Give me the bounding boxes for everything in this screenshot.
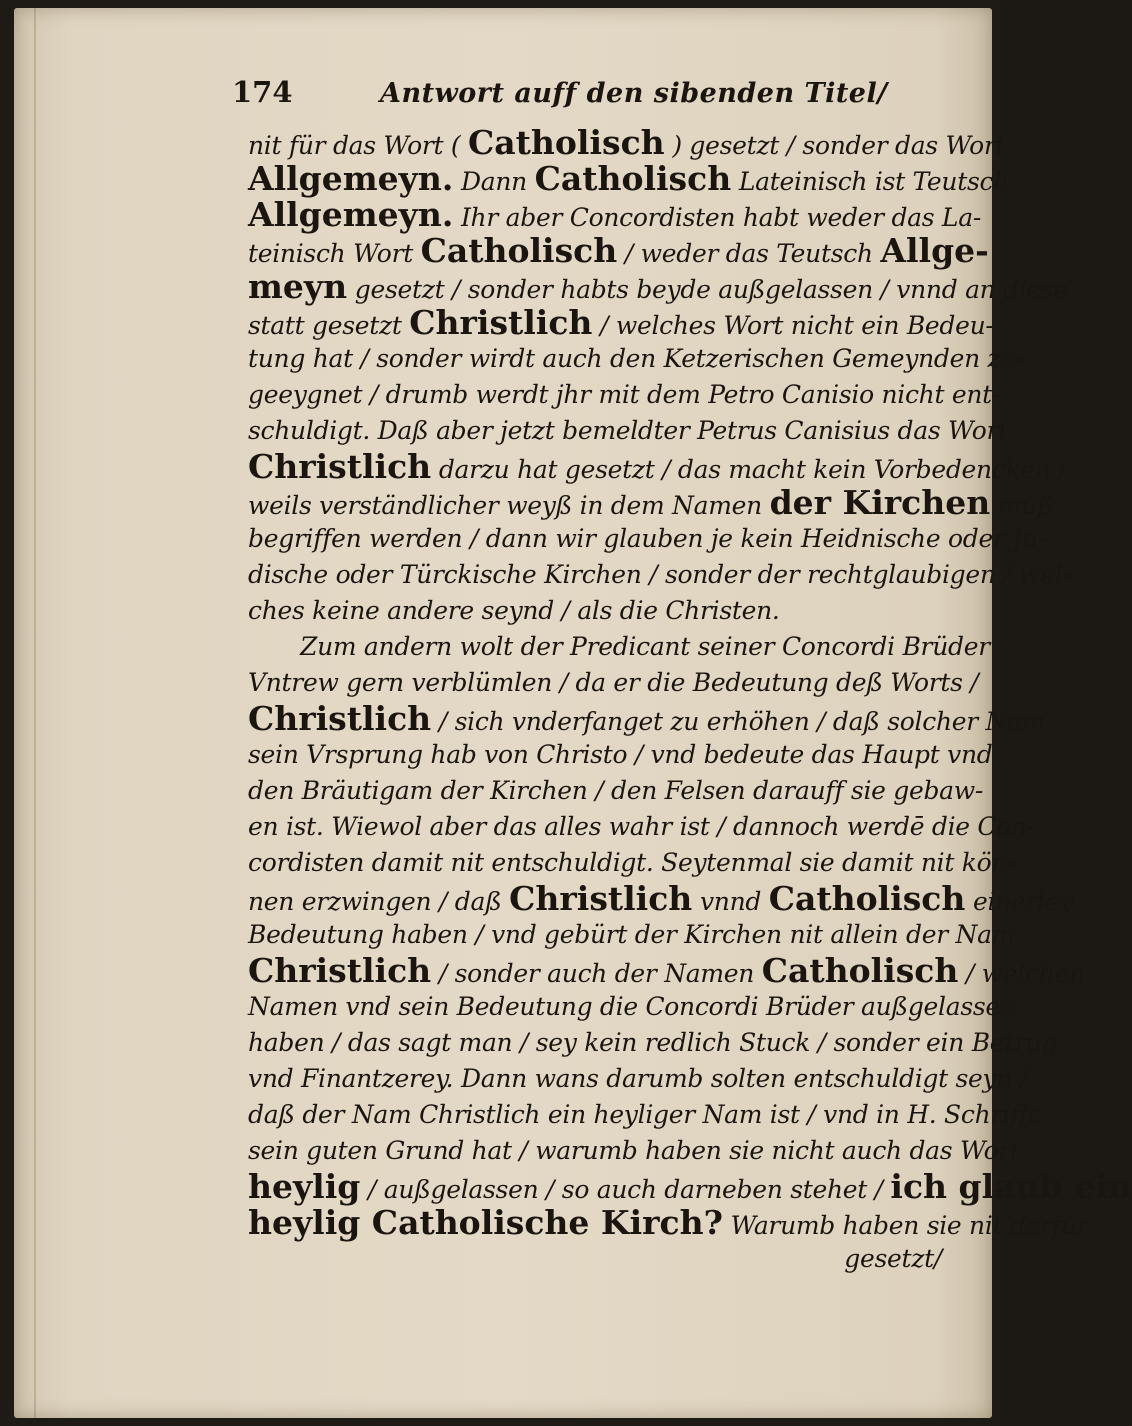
text-run: sein Vrsprung hab von Christo / vnd bedeute das Haupt vnd: [248, 740, 993, 769]
text-run: schuldigt. Daß aber jetzt bemeldter Petrus Canisius das Wort: [248, 416, 1008, 445]
emphasized-word: heylig: [248, 1167, 361, 1206]
page-header: [232, 75, 948, 125]
text-line: [248, 557, 1071, 593]
emphasized-word: Allgemeyn.: [248, 159, 454, 198]
text-line: [248, 1203, 1089, 1242]
text-line: [248, 159, 1010, 198]
text-run: cordisten damit nit entschuldigt. Seytenmal sie damit nit kön-: [248, 848, 1016, 877]
text-run: haben / das sagt man / sey kein redlich Stuck / sonder ein Betrug: [248, 1028, 1058, 1057]
text-run: einerley: [965, 887, 1074, 916]
text-run: en ist. Wiewol aber das alles wahr ist / dannoch werdē die Con-: [248, 812, 1035, 841]
emphasized-word: Catholisch: [468, 123, 665, 162]
text-line: [248, 231, 989, 270]
text-run: Warumb haben sie nit darfür: [722, 1211, 1089, 1240]
text-line: [248, 699, 1046, 738]
emphasized-word: Catholisch: [420, 231, 618, 270]
text-run: sein guten Grund hat / warumb haben sie nicht auch das Wort: [248, 1136, 1020, 1165]
text-run: ches keine andere seynd / als die Christen.: [248, 596, 780, 625]
text-run: / sich vnderfanget zu erhöhen / daß solcher Nam: [431, 707, 1046, 736]
emphasized-word: Christlich: [248, 447, 432, 486]
emphasized-word: Catholisch: [761, 951, 959, 990]
emphasized-word: Catholisch: [534, 159, 732, 198]
text-run: vnd Finantzerey. Dann wans darumb solten entschuldigt seyn /: [248, 1064, 1028, 1093]
text-run: daß der Nam Christlich ein heyliger Nam ist / vnd in H. Schriffe: [248, 1100, 1043, 1129]
text-run: statt gesetzt: [248, 311, 410, 340]
emphasized-word: Allgemeyn.: [248, 195, 454, 234]
emphasized-word: ich glaub ein: [890, 1167, 1132, 1206]
text-run: / außgelassen / so auch darneben stehet /: [360, 1175, 891, 1204]
text-run: Ihr aber Concordisten habt weder das La-: [453, 203, 981, 232]
text-run: vnnd: [692, 887, 769, 916]
text-run: teinisch Wort: [248, 239, 421, 268]
text-run: muß: [990, 491, 1054, 520]
body-text: [248, 123, 1132, 1242]
text-line: [248, 377, 1001, 413]
text-line: [248, 341, 1025, 377]
text-line: [248, 917, 1016, 953]
text-run: / sonder auch der Namen: [431, 959, 762, 988]
text-line: [248, 1061, 1028, 1097]
emphasized-word: meyn: [248, 267, 348, 306]
text-line: [248, 483, 1054, 522]
text-line: [248, 447, 1067, 486]
text-line: [248, 1097, 1043, 1133]
text-run: nit für das Wort (: [248, 131, 469, 160]
text-line: [248, 989, 1016, 1025]
text-run: weils verständlicher weyß in dem Namen: [248, 491, 770, 520]
emphasized-word: Christlich: [248, 951, 432, 990]
text-run: geeygnet / drumb werdt jhr mit dem Petro Canisio nicht ent-: [248, 380, 1001, 409]
text-run: ) gesetzt / sonder das Wort: [664, 131, 1006, 160]
emphasized-word: Allge-: [880, 231, 989, 270]
emphasized-word: der Kirchen: [769, 483, 991, 522]
catchword: gesetzt/: [844, 1244, 942, 1273]
text-run: nen erzwingen / daß: [248, 887, 510, 916]
text-line: [248, 951, 1085, 990]
text-run: Namen vnd sein Bedeutung die Concordi Brüder außgelassen: [248, 992, 1016, 1021]
text-run: gesetzt / sonder habts beyde außgelassen / vnnd an diese: [347, 275, 1069, 304]
text-line: [248, 809, 1035, 845]
text-line: [248, 1025, 1058, 1061]
text-run: Bedeutung haben / vnd gebürt der Kirchen nit allein der Nam: [248, 920, 1016, 949]
text-line: [248, 1133, 1020, 1169]
emphasized-word: Christlich: [248, 699, 432, 738]
text-line: [248, 123, 1006, 162]
text-run: tung hat / sonder wirdt auch den Ketzerischen Gemeynden zu-: [248, 344, 1025, 373]
emphasized-word: Christlich: [409, 303, 593, 342]
text-run: Lateinisch ist Teutsch: [731, 167, 1010, 196]
text-line: [248, 267, 1069, 306]
text-run: Dann: [453, 167, 535, 196]
text-line: [248, 593, 948, 629]
text-run: den Bräutigam der Kirchen / den Felsen darauff sie gebaw-: [248, 776, 984, 805]
emphasized-word: heylig Catholische Kirch?: [248, 1203, 723, 1242]
text-run: Vntrew gern verblümlen / da er die Bedeutung deß Worts /: [248, 668, 979, 697]
text-run: / welches Wort nicht ein Bedeu-: [592, 311, 994, 340]
text-line: [248, 845, 1016, 881]
text-line: [248, 737, 993, 773]
text-line: [248, 303, 994, 342]
text-line: [248, 879, 1074, 918]
text-run: darzu hat gesetzt / das macht kein Vorbedencken /: [431, 455, 1067, 484]
text-line: [248, 521, 1046, 557]
running-title: Antwort auff den sibenden Titel/: [380, 78, 888, 109]
emphasized-word: Catholisch: [768, 879, 966, 918]
text-run: Zum andern wolt der Predicant seiner Concordi Brüder: [300, 632, 990, 661]
text-line: [248, 629, 990, 665]
text-run: begriffen werden / dann wir glauben je kein Heidnische oder Ju-: [248, 524, 1046, 553]
text-run: / welchen: [958, 959, 1085, 988]
text-line: [248, 1167, 1132, 1206]
page-number: 174: [232, 75, 293, 109]
text-line: [248, 773, 984, 809]
text-line: [248, 413, 1008, 449]
text-block: [232, 75, 1132, 1277]
text-run: / weder das Teutsch: [617, 239, 881, 268]
text-line: [248, 665, 979, 701]
emphasized-word: Christlich: [509, 879, 693, 918]
text-run: dische oder Türckische Kirchen / sonder der rechtglaubigen / wel-: [248, 560, 1071, 589]
text-line: [248, 195, 981, 234]
